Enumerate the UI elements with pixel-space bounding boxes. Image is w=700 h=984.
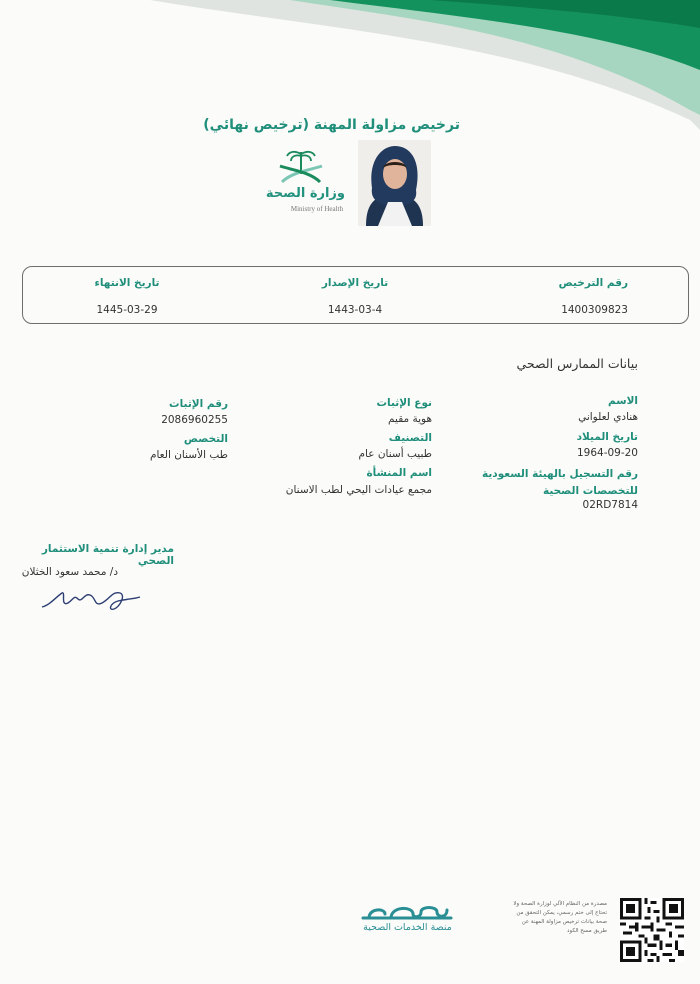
classification-value: طبيب أسنان عام [358, 448, 432, 460]
name-label: الاسم [608, 395, 638, 407]
expiry-date-label: تاريخ الانتهاء [94, 277, 160, 289]
signature-scribble [40, 585, 145, 615]
id-type-value: هوية مقيم [388, 413, 432, 425]
expiry-date-value: 1445-03-29 [96, 304, 158, 316]
signatory-name: د/ محمد سعود الخثلان [21, 566, 118, 578]
specialty-label: التخصص [183, 433, 228, 445]
facility-label: اسم المنشأة [366, 467, 432, 479]
license-number-label: رقم الترخيص [558, 277, 628, 289]
expiry-date-group [57, 277, 197, 317]
platform-name: منصة الخدمات الصحية [363, 922, 452, 933]
practitioner-photo [358, 140, 431, 226]
qr-code-icon[interactable] [620, 898, 684, 962]
issue-date-label: تاريخ الإصدار [321, 277, 389, 289]
moh-name-en: Ministry of Health [290, 205, 343, 213]
verification-note: مصدرة من النظام الآلي لوزارة الصحة ولا تحتاج إلى ختم رسمي، يمكن التحقق من صحة بيانات ترخيص مزاولة المهنة عن طريق مسح الكود [513, 901, 607, 934]
license-summary-box [22, 266, 689, 324]
license-title: ترخيص مزاولة المهنة (ترخيص نهائي) [203, 117, 460, 133]
dob-label: تاريخ الميلاد [576, 431, 638, 443]
sehha-logo [355, 900, 460, 950]
issue-date-group [285, 277, 425, 317]
registration-value: 02RD7814 [582, 499, 638, 511]
sehha-wordmark-icon [355, 900, 460, 922]
signatory-title: مدير إدارة تنمية الاستثمار الصحي [41, 543, 174, 567]
moh-name-ar: وزارة الصحة [265, 186, 345, 201]
id-type-label: نوع الإثبات [376, 397, 432, 409]
issue-date-value: 1443-03-4 [327, 304, 383, 316]
name-value: هنادي لعلواني [578, 411, 638, 423]
moh-logo [250, 148, 345, 218]
classification-label: التصنيف [388, 432, 432, 444]
id-number-value: 2086960255 [161, 414, 228, 426]
registration-label: رقم التسجيل بالهيئة السعودية للتخصصات الصحية [482, 468, 638, 497]
id-number-label: رقم الإثبات [169, 398, 228, 410]
practitioner-section-title: بيانات الممارس الصحي [516, 356, 638, 371]
palm-swords-emblem-icon [276, 148, 326, 186]
facility-value: مجمع عيادات اليحي لطب الاسنان [285, 484, 432, 496]
license-number-group [508, 277, 628, 317]
specialty-value: طب الأسنان العام [149, 449, 228, 461]
dob-value: 1964-09-20 [576, 447, 638, 459]
license-number-value: 1400309823 [561, 304, 628, 316]
